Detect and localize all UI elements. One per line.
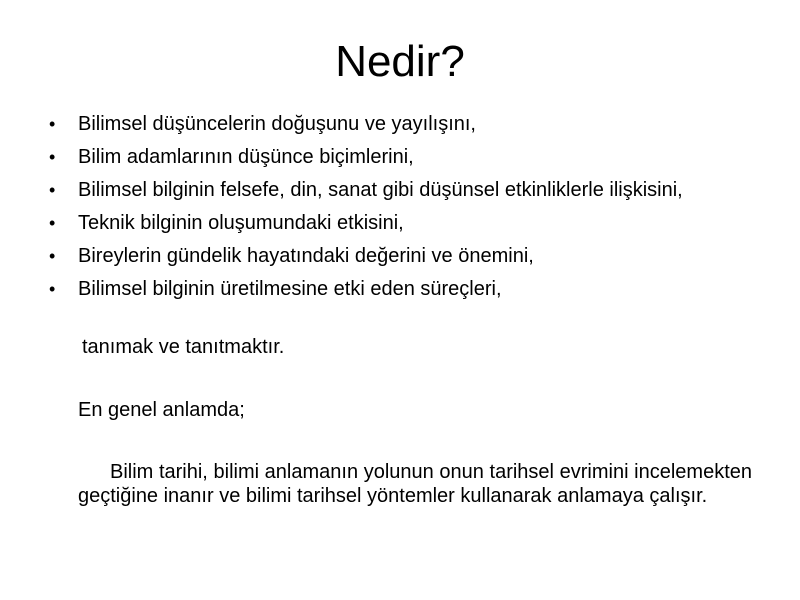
bullet-text: Bireylerin gündelik hayatındaki değerini ve önemini,	[78, 245, 534, 267]
list-item	[0, 147, 800, 167]
bullet-text: Bilimsel bilginin üretilmesine etki eden süreçleri,	[78, 278, 502, 300]
list-item	[0, 180, 800, 200]
bullet-text: Bilim adamlarının düşünce biçimlerini,	[78, 146, 414, 168]
body-paragraph: Bilim tarihi, bilimi anlamanın yolunun onun tarihsel evrimini incelemekten geçtiğine inanır ve bilimi tarihsel yöntemler kullanarak anlamaya çalışır.	[78, 461, 752, 507]
continuation-line: tanımak ve tanıtmaktır.	[82, 336, 285, 358]
bullet-icon: •	[49, 246, 56, 266]
bullet-icon: •	[49, 213, 56, 233]
bullet-icon: •	[49, 279, 56, 299]
bullet-text: Bilimsel düşüncelerin doğuşunu ve yayılışını,	[78, 113, 476, 135]
bullet-text: Teknik bilginin oluşumundaki etkisini,	[78, 212, 404, 234]
list-item	[0, 213, 800, 233]
list-item	[0, 279, 800, 299]
bullet-icon: •	[49, 114, 56, 134]
list-item	[0, 246, 800, 266]
bullet-icon: •	[49, 147, 56, 167]
slide-title: Nedir?	[335, 37, 465, 86]
subheading: En genel anlamda;	[78, 399, 245, 421]
bullet-list	[0, 114, 800, 312]
bullet-text: Bilimsel bilginin felsefe, din, sanat gibi düşünsel etkinliklerle ilişkisini,	[78, 179, 683, 201]
bullet-icon: •	[49, 180, 56, 200]
list-item	[0, 114, 800, 134]
